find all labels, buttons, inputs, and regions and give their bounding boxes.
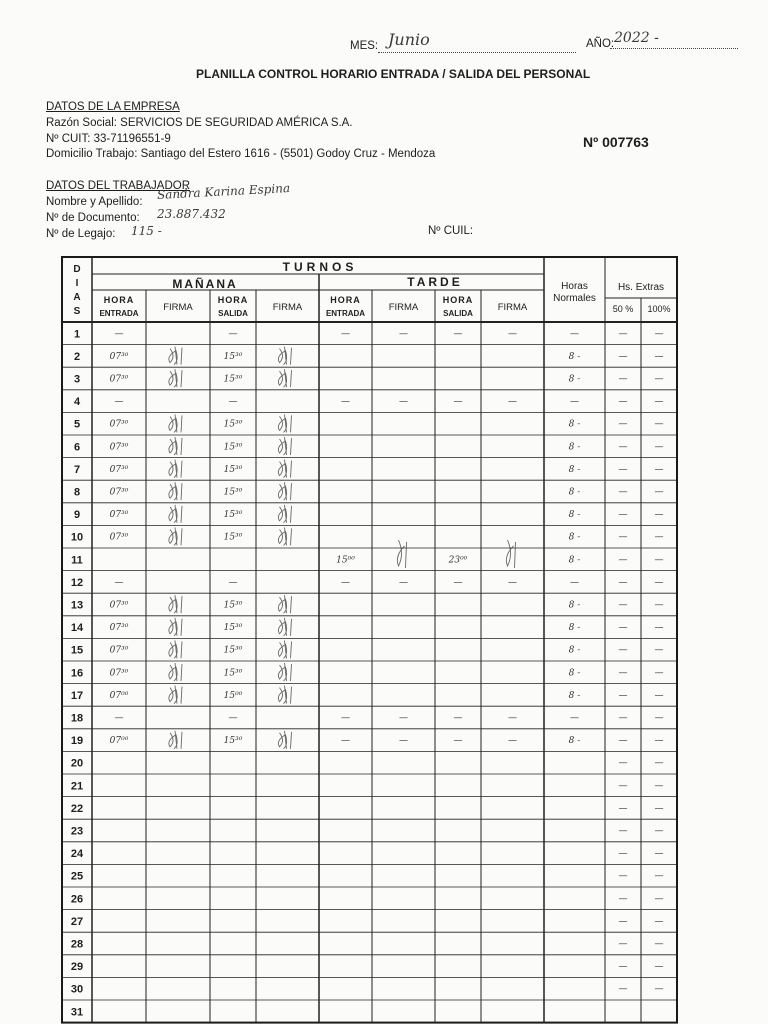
cell-me: —: [114, 577, 124, 588]
cell-me: 07³⁰: [109, 487, 129, 498]
cell-ms: 15⁰⁰: [223, 690, 243, 701]
nombre-label: Nombre y Apellido:: [46, 196, 143, 208]
signature-mark: [278, 347, 291, 365]
day-number: 22: [70, 802, 84, 815]
cell-hn: 8 -: [568, 736, 581, 747]
cell-hn: 8 -: [568, 645, 581, 656]
day-number: 10: [70, 531, 84, 544]
signature-mark: [278, 595, 291, 613]
dias-letter: D: [73, 264, 81, 275]
day-number: 18: [70, 712, 84, 725]
cell-e100: —: [654, 442, 664, 453]
day-number: 6: [73, 441, 81, 454]
document-number: Nº 007763: [583, 134, 649, 150]
cell-ms: 15³⁰: [223, 442, 243, 453]
cell-e50: —: [618, 532, 628, 543]
day-number: 13: [70, 599, 84, 612]
cell-e50: —: [618, 962, 628, 973]
cell-hn: 8 -: [568, 442, 581, 453]
cell-me: 07³⁰: [109, 600, 129, 611]
cell-e100: —: [654, 758, 664, 769]
day-number: 17: [70, 689, 84, 702]
cell-me: 07³⁰: [109, 351, 129, 362]
hora-header-sub: ENTRADA: [99, 309, 139, 318]
cell-e50: —: [618, 487, 628, 498]
day-number: 19: [70, 735, 84, 748]
signature-mark: [169, 618, 182, 636]
cell-ms: 15³⁰: [223, 351, 243, 362]
cell-e50: —: [618, 826, 628, 837]
cell-hn: 8 -: [568, 464, 581, 475]
cell-tf2: —: [508, 397, 517, 408]
cell-me: 07³⁰: [109, 645, 129, 656]
cell-hn: 8 -: [568, 487, 581, 498]
cell-e50: —: [618, 713, 628, 724]
cell-e100: —: [654, 736, 664, 747]
cell-ms: 15³⁰: [223, 374, 243, 385]
cell-e50: —: [618, 600, 628, 611]
dias-letter: A: [73, 292, 81, 303]
cell-e100: —: [654, 623, 664, 634]
hora-header-sub: SALIDA: [443, 309, 473, 318]
cell-hn: 8 -: [568, 600, 581, 611]
cell-e50: —: [618, 555, 628, 566]
cell-e100: —: [654, 781, 664, 792]
cell-tf2: —: [508, 713, 517, 724]
hora-header: HORA: [330, 295, 361, 305]
mes-label: MES:: [350, 40, 379, 52]
signature-mark: [278, 414, 291, 432]
cell-e100: —: [654, 803, 664, 814]
cell-e50: —: [618, 623, 628, 634]
signature-mark: [169, 369, 182, 387]
cell-me: 07³⁰: [109, 668, 129, 679]
cell-e100: —: [654, 532, 664, 543]
cell-ts: —: [453, 736, 463, 747]
cell-ms: —: [228, 713, 238, 724]
table-frame: [62, 257, 677, 1023]
cell-e100: —: [654, 871, 664, 882]
cell-te: —: [341, 329, 350, 340]
manana-label: MAÑANA: [172, 277, 238, 291]
firma-header: FIRMA: [272, 302, 303, 313]
cell-e100: —: [654, 464, 664, 475]
day-number: 25: [70, 870, 84, 883]
day-number: 16: [70, 667, 84, 680]
cell-ms: 15³⁰: [223, 419, 243, 430]
cell-tf: —: [399, 577, 408, 588]
hs-extras-header: Hs. Extras: [617, 282, 665, 293]
cell-hn: 8 -: [568, 374, 581, 385]
cell-e50: —: [618, 329, 628, 340]
horas-normales-header: Horas: [561, 281, 588, 292]
cell-e50: —: [618, 374, 628, 385]
cell-tf: —: [399, 329, 408, 340]
nombre-value: Sandra Karina Espina: [156, 181, 291, 202]
legajo-label: Nº de Legajo:: [46, 228, 116, 240]
firma-header: FIRMA: [163, 302, 193, 313]
signature-mark: [278, 437, 291, 455]
cell-e100: —: [654, 351, 664, 362]
signature-mark: [278, 731, 291, 749]
cell-hn: —: [570, 329, 579, 340]
cell-e100: —: [654, 329, 664, 340]
anio-label: AÑO:: [586, 38, 615, 50]
signature-mark: [278, 640, 291, 658]
cell-me: 07³⁰: [109, 419, 129, 430]
cell-tf2: —: [508, 736, 517, 747]
cell-me: 07³⁰: [109, 464, 129, 475]
signature-mark: [169, 482, 182, 500]
cell-hn: 8 -: [568, 555, 581, 566]
day-number: 9: [73, 509, 81, 522]
day-number: 15: [70, 644, 84, 657]
legajo-value: 115 -: [131, 224, 162, 238]
cell-e50: —: [618, 577, 628, 588]
signature-mark: [506, 540, 515, 568]
signature-mark: [278, 505, 291, 523]
day-number: 29: [70, 961, 84, 974]
cell-e100: —: [654, 939, 664, 950]
firma-header: FIRMA: [497, 302, 528, 313]
cell-e100: —: [654, 397, 664, 408]
cell-ts: —: [453, 329, 463, 340]
day-number: 23: [70, 825, 84, 838]
cell-e100: —: [654, 690, 664, 701]
cuit: Nº CUIT: 33-71196551-9: [46, 133, 171, 145]
hora-header: HORA: [103, 295, 135, 305]
cell-ms: —: [228, 577, 238, 588]
day-number: 8: [73, 486, 81, 499]
cell-hn: 8 -: [568, 690, 581, 701]
cell-te: 15⁰⁰: [336, 555, 355, 566]
day-number: 27: [70, 915, 84, 928]
signature-mark: [278, 460, 291, 478]
cell-me: 07³⁰: [109, 510, 129, 521]
signature-mark: [169, 686, 182, 704]
cell-e50: —: [618, 736, 628, 747]
cell-e50: —: [618, 984, 628, 995]
empresa-section-title: DATOS DE LA EMPRESA: [46, 101, 180, 113]
cell-e50: —: [618, 758, 628, 769]
cell-e100: —: [654, 555, 664, 566]
cell-hn: 8 -: [568, 510, 581, 521]
cell-tf: —: [399, 397, 408, 408]
signature-mark: [169, 640, 182, 658]
cell-e100: —: [654, 419, 664, 430]
cell-hn: 8 -: [568, 351, 581, 362]
day-number: 3: [73, 373, 81, 386]
day-number: 30: [70, 983, 84, 996]
cell-e50: —: [618, 894, 628, 905]
signature-mark: [169, 505, 182, 523]
cell-hn: 8 -: [568, 668, 581, 679]
dias-letter: S: [73, 306, 81, 317]
cell-e100: —: [654, 962, 664, 973]
cell-e50: —: [618, 442, 628, 453]
hora-header-sub: SALIDA: [218, 309, 248, 318]
cell-ms: 15³⁰: [223, 532, 243, 543]
day-number: 20: [70, 757, 84, 770]
cell-tf2: —: [508, 329, 517, 340]
cell-ts: 23⁰⁰: [448, 555, 468, 566]
signature-mark: [169, 414, 182, 432]
cell-me: 07⁰⁰: [109, 736, 129, 747]
cell-ts: —: [453, 397, 463, 408]
cell-me: 07⁰⁰: [109, 690, 129, 701]
documento-label: Nº de Documento:: [46, 212, 140, 224]
day-number: 28: [70, 938, 84, 951]
cell-e100: —: [654, 645, 664, 656]
cell-e100: —: [654, 577, 664, 588]
day-number: 21: [70, 780, 84, 793]
hora-header: HORA: [217, 295, 249, 305]
cell-e50: —: [618, 781, 628, 792]
cell-e100: —: [654, 374, 664, 385]
cell-ms: 15³⁰: [223, 645, 243, 656]
day-number: 7: [73, 463, 81, 476]
cell-me: 07³⁰: [109, 623, 129, 634]
cell-hn: —: [570, 397, 579, 408]
day-number: 24: [70, 848, 84, 861]
cell-me: —: [114, 397, 124, 408]
signature-mark: [278, 618, 291, 636]
extras-50-header: 50 %: [612, 304, 634, 314]
cell-e50: —: [618, 419, 628, 430]
signature-mark: [169, 595, 182, 613]
day-number: 2: [73, 350, 81, 363]
signature-mark: [278, 527, 291, 545]
day-number: 31: [70, 1006, 84, 1019]
signature-mark: [169, 460, 182, 478]
signature-mark: [278, 663, 291, 681]
day-number: 26: [70, 893, 84, 906]
cell-me: —: [114, 329, 124, 340]
cell-e50: —: [618, 690, 628, 701]
cell-hn: 8 -: [568, 419, 581, 430]
signature-mark: [169, 347, 182, 365]
extras-100-header: 100%: [647, 304, 671, 314]
domicilio: Domicilio Trabajo: Santiago del Estero 1616 - (5501) Godoy Cruz - Mendoza: [46, 148, 436, 160]
cell-e100: —: [654, 984, 664, 995]
cell-ms: —: [228, 397, 238, 408]
cell-e100: —: [654, 487, 664, 498]
signature-mark: [169, 731, 182, 749]
cell-ms: 15³⁰: [223, 623, 243, 634]
cell-me: —: [114, 713, 124, 724]
dias-letter: I: [75, 278, 79, 289]
hora-header-sub: ENTRADA: [325, 309, 366, 318]
cell-e100: —: [654, 894, 664, 905]
cell-e50: —: [618, 668, 628, 679]
cell-ts: —: [453, 577, 463, 588]
cell-e50: —: [618, 939, 628, 950]
cell-e100: —: [654, 916, 664, 927]
cell-e50: —: [618, 351, 628, 362]
cell-e50: —: [618, 510, 628, 521]
cuil-label: Nº CUIL:: [428, 225, 474, 237]
cell-tf: —: [399, 736, 408, 747]
firma-header: FIRMA: [388, 302, 419, 313]
cell-e50: —: [618, 645, 628, 656]
cell-hn: 8 -: [568, 532, 581, 543]
cell-e50: —: [618, 916, 628, 927]
cell-te: —: [341, 577, 350, 588]
cell-e100: —: [654, 849, 664, 860]
cell-e100: —: [654, 600, 664, 611]
documento-value: 23.887.432: [157, 207, 226, 221]
cell-te: —: [341, 397, 350, 408]
cell-te: —: [341, 713, 350, 724]
anio-value: 2022 -: [614, 30, 659, 46]
mes-value: Junio: [388, 30, 430, 49]
cell-ms: 15³⁰: [223, 600, 243, 611]
cell-te: —: [341, 736, 350, 747]
cell-e50: —: [618, 397, 628, 408]
cell-tf: —: [399, 713, 408, 724]
cell-e100: —: [654, 510, 664, 521]
cell-ms: 15³⁰: [223, 668, 243, 679]
tarde-label: TARDE: [407, 275, 463, 289]
horas-normales-header-sub: Normales: [553, 293, 596, 304]
cell-e50: —: [618, 871, 628, 882]
cell-me: 07³⁰: [109, 442, 129, 453]
day-number: 5: [73, 418, 81, 431]
cell-ms: 15³⁰: [223, 510, 243, 521]
day-number: 12: [70, 576, 84, 589]
day-number: 11: [71, 554, 83, 567]
signature-mark: [169, 527, 182, 545]
cell-ms: —: [228, 329, 238, 340]
cell-e100: —: [654, 713, 664, 724]
signature-mark: [397, 540, 406, 568]
cell-e50: —: [618, 464, 628, 475]
page-title: PLANILLA CONTROL HORARIO ENTRADA / SALIDA DEL PERSONAL: [196, 67, 591, 81]
signature-mark: [278, 482, 291, 500]
cell-e50: —: [618, 849, 628, 860]
cell-me: 07³⁰: [109, 532, 129, 543]
cell-e100: —: [654, 668, 664, 679]
cell-ms: 15³⁰: [223, 487, 243, 498]
hora-header: HORA: [442, 295, 474, 305]
day-number: 4: [73, 396, 81, 409]
cell-hn: 8 -: [568, 623, 581, 634]
cell-hn: —: [570, 577, 579, 588]
turnos-label: TURNOS: [282, 260, 358, 274]
signature-mark: [169, 663, 182, 681]
cell-ms: 15³⁰: [223, 736, 243, 747]
cell-me: 07³⁰: [109, 374, 129, 385]
trabajador-section-title: DATOS DEL TRABAJADOR: [46, 180, 190, 192]
cell-hn: —: [570, 713, 579, 724]
cell-ts: —: [453, 713, 463, 724]
cell-e100: —: [654, 826, 664, 837]
signature-mark: [169, 437, 182, 455]
day-number: 1: [73, 328, 81, 341]
signature-mark: [278, 686, 291, 704]
cell-ms: 15³⁰: [223, 464, 243, 475]
cell-e50: —: [618, 803, 628, 814]
razon-social: Razón Social: SERVICIOS DE SEGURIDAD AMÉRICA S.A.: [46, 117, 353, 129]
signature-mark: [278, 369, 291, 387]
day-number: 14: [70, 622, 84, 635]
cell-tf2: —: [508, 577, 517, 588]
